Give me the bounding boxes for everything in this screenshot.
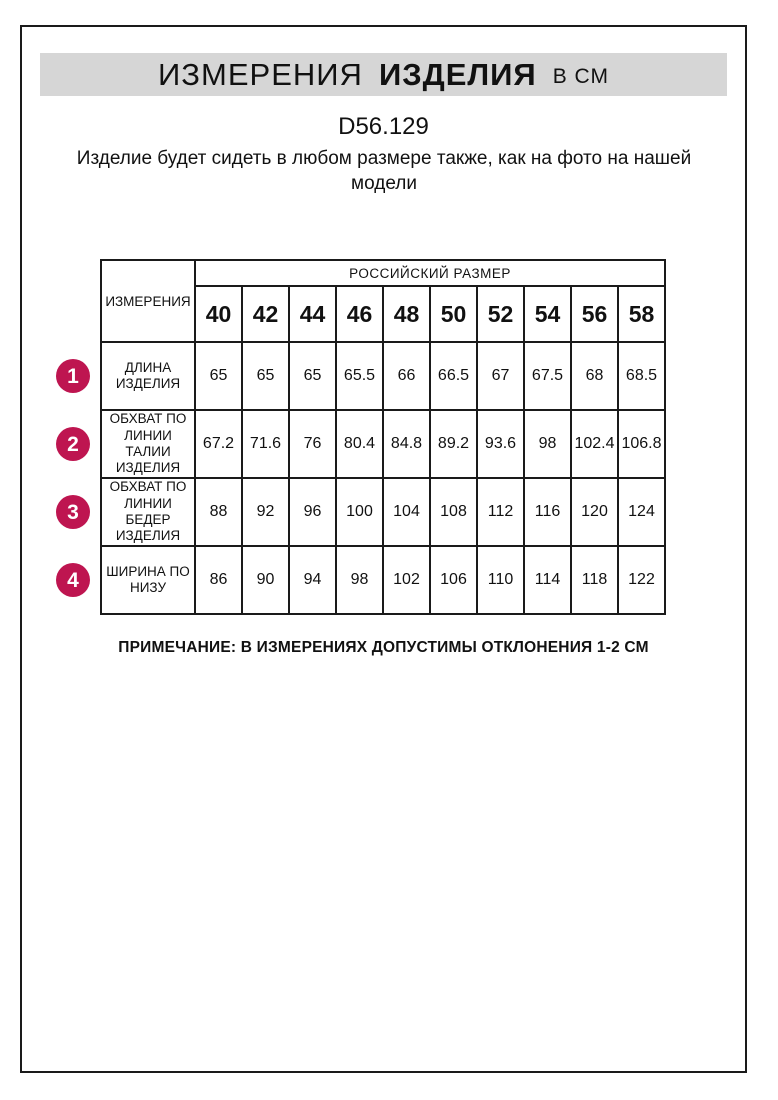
russian-size-group-header: РОССИЙСКИЙ РАЗМЕР (195, 260, 665, 286)
measurement-value-cell: 98 (524, 410, 571, 478)
measurement-row-label (67, 342, 195, 410)
fit-description: Изделие будет сидеть в любом размере также, как на фото на нашей модели (76, 148, 692, 194)
size-column-header: 42 (242, 286, 289, 342)
size-column-header: 58 (618, 286, 665, 342)
measurement-value-cell: 65 (242, 342, 289, 410)
measurement-value-cell: 65 (195, 342, 242, 410)
measurements-column-header: ИЗМЕРЕНИЯ (101, 260, 195, 342)
measurement-value-cell: 116 (524, 478, 571, 546)
size-column-header: 48 (383, 286, 430, 342)
page-title-measurements: ИЗМЕРЕНИЯ (158, 56, 363, 92)
document-page (20, 25, 747, 1073)
measurement-value-cell: 93.6 (477, 410, 524, 478)
measurement-value-cell: 98 (336, 546, 383, 614)
article-code: D56.129 (338, 113, 429, 140)
size-column-header: 54 (524, 286, 571, 342)
measurement-name: ОБХВАТ ПО ЛИНИИ ТАЛИИ ИЗДЕЛИЯ (109, 411, 187, 476)
measurement-value-cell: 89.2 (430, 410, 477, 478)
measurement-value-cell: 114 (524, 546, 571, 614)
title-bar (40, 53, 727, 96)
row-number-badge: 1 (56, 359, 90, 393)
measurement-value-cell: 65.5 (336, 342, 383, 410)
measurement-value-cell: 67.2 (195, 410, 242, 478)
measurement-value-cell: 100 (336, 478, 383, 546)
measurement-row-label (67, 546, 195, 614)
group-header-row (101, 260, 665, 286)
measurement-value-cell: 67.5 (524, 342, 571, 410)
measurement-value-cell: 68 (571, 342, 618, 410)
size-column-header: 44 (289, 286, 336, 342)
table-row (101, 410, 665, 478)
size-column-header: 46 (336, 286, 383, 342)
measurement-value-cell: 122 (618, 546, 665, 614)
table-row (101, 478, 665, 546)
measurement-value-cell: 112 (477, 478, 524, 546)
size-column-header: 52 (477, 286, 524, 342)
measurement-value-cell: 84.8 (383, 410, 430, 478)
measurement-row-label (67, 410, 195, 478)
measurement-value-cell: 90 (242, 546, 289, 614)
measurement-value-cell: 106.8 (618, 410, 665, 478)
page-title-product: ИЗДЕЛИЯ (378, 56, 537, 92)
table-row (101, 546, 665, 614)
measurement-value-cell: 102 (383, 546, 430, 614)
size-table (67, 259, 666, 615)
measurement-value-cell: 104 (383, 478, 430, 546)
measurement-value-cell: 118 (571, 546, 618, 614)
measurement-value-cell: 65 (289, 342, 336, 410)
size-column-header: 50 (430, 286, 477, 342)
measurement-row-label (67, 478, 195, 546)
row-number-badge: 3 (56, 495, 90, 529)
row-number-badge: 4 (56, 563, 90, 597)
measurement-value-cell: 92 (242, 478, 289, 546)
size-table-head (101, 260, 665, 342)
table-row (101, 342, 665, 410)
size-column-header: 40 (195, 286, 242, 342)
measurement-name: ДЛИНА ИЗДЕЛИЯ (115, 359, 181, 391)
measurement-value-cell: 110 (477, 546, 524, 614)
measurement-value-cell: 76 (289, 410, 336, 478)
row-number-badge: 2 (56, 427, 90, 461)
measurement-value-cell: 94 (289, 546, 336, 614)
measurement-value-cell: 86 (195, 546, 242, 614)
measurement-value-cell: 66 (383, 342, 430, 410)
measurement-value-cell: 68.5 (618, 342, 665, 410)
measurement-value-cell: 71.6 (242, 410, 289, 478)
measurement-value-cell: 120 (571, 478, 618, 546)
measurement-value-cell: 67 (477, 342, 524, 410)
measurement-value-cell: 124 (618, 478, 665, 546)
measurement-name: ШИРИНА ПО НИЗУ (106, 563, 190, 595)
size-column-header: 56 (571, 286, 618, 342)
measurement-name: ОБХВАТ ПО ЛИНИИ БЕДЕР ИЗДЕЛИЯ (109, 479, 187, 544)
measurement-value-cell: 88 (195, 478, 242, 546)
size-table-body (67, 342, 665, 614)
tolerance-note: ПРИМЕЧАНИЕ: В ИЗМЕРЕНИЯХ ДОПУСТИМЫ ОТКЛОНЕНИЯ 1-2 СМ (118, 639, 649, 656)
measurement-value-cell: 96 (289, 478, 336, 546)
measurement-value-cell: 102.4 (571, 410, 618, 478)
measurement-value-cell: 108 (430, 478, 477, 546)
measurement-value-cell: 66.5 (430, 342, 477, 410)
measurement-value-cell: 80.4 (336, 410, 383, 478)
measurement-value-cell: 106 (430, 546, 477, 614)
page-title-units: В СМ (552, 64, 609, 88)
